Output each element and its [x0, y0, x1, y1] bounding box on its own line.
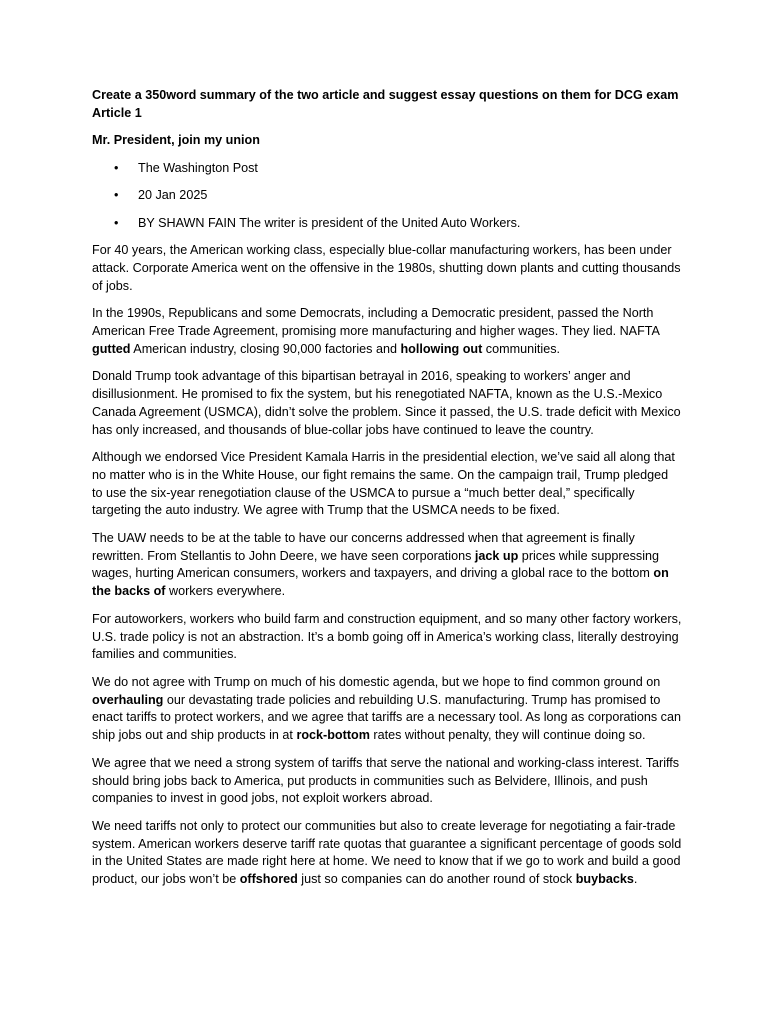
article-paragraphs [92, 242, 682, 889]
paragraph-text: American industry, closing 90,000 factories and [130, 341, 401, 356]
prompt-line-2: Article 1 [92, 105, 142, 120]
paragraph-text: just so companies can do another round of stock [297, 872, 576, 887]
bold-term: overhauling [92, 692, 164, 707]
article-paragraph [92, 242, 682, 295]
meta-item-source [92, 160, 682, 178]
article-paragraph [92, 755, 682, 808]
meta-date: 20 Jan 2025 [138, 188, 208, 203]
paragraph-text: We need tariffs not only to protect our communities but also to create leverage for negotiating a fair-trade system. American workers deserve tariff rate quotas that guarantee a significant percentage of goods sold in the United States are made right here at home. We need to know that if we go to work and build a good product, our jobs won’t be [92, 818, 682, 887]
paragraph-text: For 40 years, the American working class, especially blue-collar manufacturing workers, has been under attack. Corporate America went on the offensive in the 1980s, shutting down plants and cutting thousands of jobs. [92, 243, 681, 293]
bold-term: hollowing out [400, 341, 483, 356]
paragraph-text: communities. [482, 341, 560, 356]
paragraph-text: We do not agree with Trump on much of his domestic agenda, but we hope to find common ground on [92, 674, 661, 689]
bold-term: on the backs of [92, 566, 669, 599]
paragraph-text: For autoworkers, workers who build farm and construction equipment, and so many other factory workers, U.S. trade policy is not an abstraction. It’s a bomb going off in America’s working class, literally destroying families and communities. [92, 611, 682, 662]
bold-term: jack up [474, 548, 519, 563]
article-paragraph [92, 449, 682, 520]
article-paragraph [92, 368, 682, 439]
meta-source: The Washington Post [138, 161, 258, 176]
paragraph-text: In the 1990s, Republicans and some Democrats, including a Democratic president, passed the North American Free Trade Agreement, promising more manufacturing and higher wages. They lied. NAFTA [92, 306, 660, 339]
paragraph-text: our devastating trade policies and rebuilding U.S. manufacturing. Trump has promised to enact tariffs to protect workers, and we agree that tariffs are a necessary tool. As long as corporations can ship jobs out and ship products in at [92, 692, 681, 743]
paragraph-text: Although we endorsed Vice President Kamala Harris in the presidential election, we’ve said all along that no matter who is in the White House, our fight remains the same. On the campaign trail, Trump pledged to use the six-year renegotiation clause of the USMCA to pursue a “much better deal,” specifically targeting the auto industry. We agree with Trump that the USMCA needs to be fixed. [92, 450, 675, 518]
paragraph-text: workers everywhere. [165, 584, 286, 599]
paragraph-text: rates without penalty, they will continue doing so. [369, 728, 646, 743]
meta-item-byline [92, 215, 682, 233]
document-body [92, 87, 682, 899]
article-paragraph [92, 674, 682, 745]
paragraph-text: We agree that we need a strong system of tariffs that serve the national and working-class interest. Tariffs should bring jobs back to America, put products in communities such as Belvidere, Illinois, and push companies to invest in good jobs, not exploit workers abroad. [92, 755, 680, 806]
prompt-line-1: Create a 350word summary of the two article and suggest essay questions on them for DCG exam [92, 88, 679, 102]
bullet-icon: • [114, 188, 119, 203]
article-title: Mr. President, join my union [92, 133, 260, 148]
paragraph-text: . [633, 872, 638, 887]
article-paragraph [92, 611, 682, 664]
article-meta-list [92, 160, 682, 232]
bullet-icon: • [114, 215, 119, 230]
paragraph-text: prices while suppressing wages, hurting American consumers, workers and taxpayers, and driving a global race to the bottom [92, 548, 660, 581]
paragraph-text: Donald Trump took advantage of this bipartisan betrayal in 2016, speaking to workers’ anger and disillusionment. He promised to fix the system, but his renegotiated NAFTA, known as the U.S.-Mexico Canada Agreement (USMCA), didn’t solve the problem. Since it passed, the U.S. trade deficit with Mexico has only increased, and thousands of blue-collar jobs have continued to leave the country. [92, 369, 681, 437]
meta-byline: BY SHAWN FAIN The writer is president of the United Auto Workers. [138, 215, 521, 230]
article-paragraph [92, 530, 682, 601]
bold-term: offshored [239, 872, 298, 887]
bold-term: gutted [92, 341, 131, 356]
article-paragraph [92, 818, 682, 889]
article-paragraph [92, 305, 682, 358]
prompt-heading [92, 87, 682, 122]
bold-term: rock-bottom [296, 728, 370, 743]
bold-term: buybacks [575, 872, 634, 887]
paragraph-text: The UAW needs to be at the table to have our concerns addressed when that agreement is finally rewritten. From Stellantis to John Deere, we have seen corporations [92, 531, 635, 563]
bullet-icon: • [114, 161, 119, 176]
meta-item-date [92, 187, 682, 205]
